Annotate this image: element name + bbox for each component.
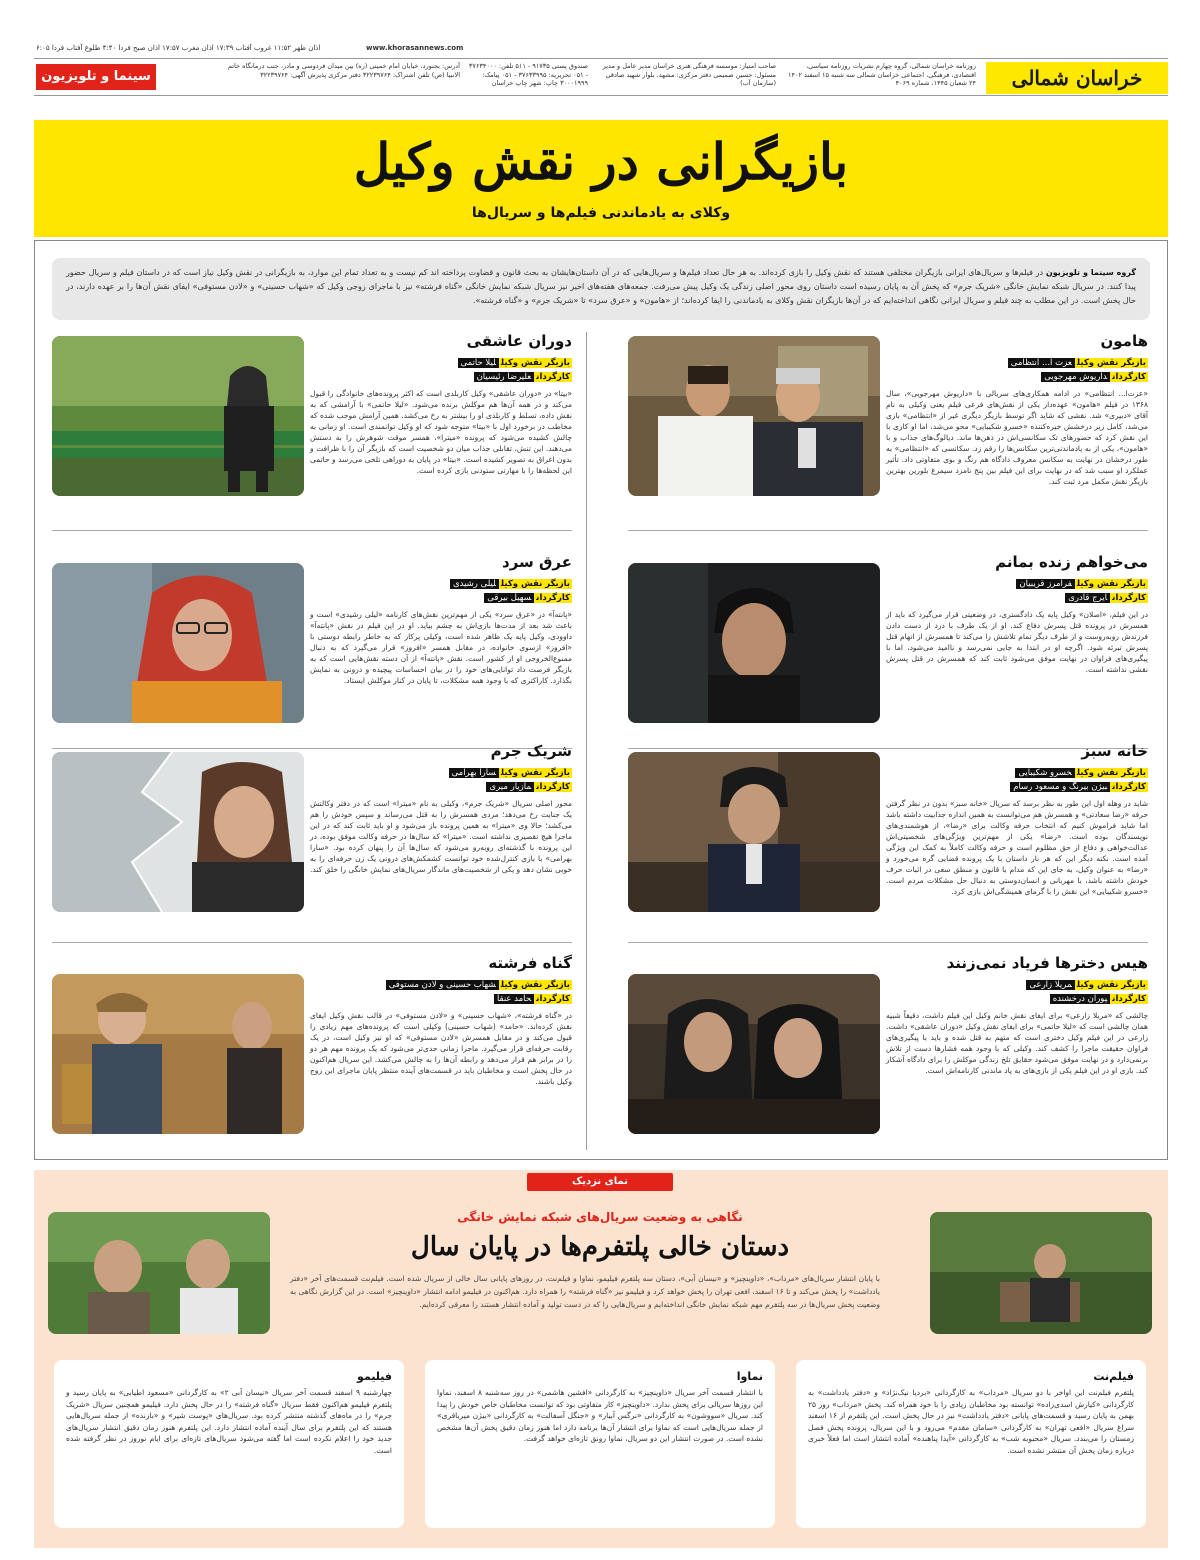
actor-name: شهاب حسینی و لادن مستوفی <box>386 980 499 990</box>
director-label: کارگردان <box>1112 593 1146 603</box>
bottom-headline: دستان خالی پلتفرم‌ها در پایان سال <box>410 1232 790 1262</box>
article-photo <box>628 974 880 1134</box>
director-name: علیرضا رئیسیان <box>474 372 535 382</box>
article-body: در «گناه فرشته»، «شهاب حسینی» و «لادن مستوفی» در قالب نقش وکیل ایفای نقش کرده‌اند. «حامد» (شهاب حسینی) وکیلی است که پرونده‌های مهم زیادی را قبول می‌کند و در مقابل همسرش «لادن مستوفی» که او نیز وکیل است، در یک رقابت حرفه‌ای قرار می‌گیرد. ماجرا زمانی جدی‌تر می‌شود که یک پرونده مهم هر دو را در برابر هم قرار می‌دهد و رابطه آن‌ها را به چالش می‌کشد. این سریال هم‌اکنون در حال پخش است و مخاطبان باید در قسمت‌های آینده منتظر پایان ماجرای این زوج وکیل باشند. <box>310 1011 572 1086</box>
article-title: هامون <box>1100 332 1148 350</box>
article-body: چالشی که «مریلا زارعی» برای ایفای نقش خانم وکیل این فیلم داشت، دقیقاً شبیه همان چالشی است که «لیلا حاتمی» برای ایفای نقش وکیل «دوران عاشقی» داشت. زارعی در این فیلم وکیل دختری است که متهم به قتل شده و باید با پیگیری‌های فراوان حقیقت ماجرا را کشف کند. وکیلی که با وجود همه فشارها دست از تلاش برنمی‌دارد و در نهایت موفق می‌شود حقایق تلخ زندگی موکلش را برای دادگاه آشکار کند. بازی او در این فیلم یکی از بازی‌های به یاد ماندنی کارنامه‌اش است. <box>886 1011 1148 1075</box>
director-name: مازیار میری <box>486 782 534 792</box>
masthead-issue-info: روزنامه خراسان شمالی، گروه چهارم نشریات روزنامه سیاسی، اقتصادی، فرهنگی، اجتماعی خراسان شمالی سه شنبه ۱۵ اسفند ۱۴۰۲ ۲۴ شعبان ۱۴۴۵، شماره ۴۰۶۹ <box>787 62 976 87</box>
article-body: «پانته‌آ» در «عرق سرد» یکی از مهم‌ترین نقش‌های کارنامه «لیلی رشیدی» است و باعث شد بعد از مدت‌ها بازی‌اش به چشم بیاید. او در این فیلم در نقش «پانته‌آ» داوودی، وکیل پایه یک ظاهر شده است، وکیلی پرکار که به خاطر رابطه دوستی با «افروز» ازسوی خانواده، در مقابل همسر «افروز» قرار می‌گیرد که به دنبال ممنوع‌الخروجی او از کشور است. نقش «پانته‌آ» از آن دسته نقش‌هایی است که به بازیگر فرصت داد توانایی‌های خود را در بیان احساسات پیچیده و درونی به نمایش بگذارد. کاراکتری که با وجود همه مشکلات، تا پایان در کنار موکلش ایستاد. <box>310 610 572 685</box>
platform-title: فیلیمو <box>357 1370 392 1383</box>
article-photo <box>52 752 304 912</box>
director-name: ایرج قادری <box>1065 593 1110 603</box>
masthead-office-info: آدرس: بجنورد، خیابان امام خمینی (ره) بین میدان فردوسی و مادر، جنب درمانگاه خاتم الانبیا (ص) تلفن اشتراک: ۳۲۲۳۹۷۶۴ دفتر مرکزی پذیرش آگهی: ۳۲۲۳۹۷۶۴ <box>227 62 460 79</box>
platform-filmnet <box>796 1360 1146 1528</box>
article-photo <box>628 752 880 912</box>
article-credits <box>886 766 1148 794</box>
masthead-publisher-info: صاحب امتیاز: موسسه فرهنگی هنری خراسان مدیر عامل و مدیر مسئول: حسین صمیمی دفتر مرکزی: مشهد، بلوار شهید صادقی (سازمان آب) <box>602 62 776 87</box>
platform-title: نماوا <box>736 1370 763 1383</box>
director-name: بیژن بیرنگ و مسعود رسام <box>1010 782 1110 792</box>
article-title: خانه سبز <box>1081 742 1148 760</box>
photo-woman-bench <box>52 336 304 496</box>
article-separator <box>628 530 1148 531</box>
photo-seated-man <box>930 1212 1152 1334</box>
article-photo <box>52 974 304 1134</box>
platform-text: با انتشار قسمت آخر سریال «داوینچیز» به کارگردانی «افشین هاشمی» در روز سه‌شنبه ۸ اسفند، نماوا این روزها سریالی برای پخش ندارد. «داوینچیز» کار متفاوتی بود که توانست مخاطبان خاص خودش را پیدا کند. سریال «سووشون» به کارگردانی «نرگس آبیار» و «جنگل آسفالت» به کارگردانی «بیژن میرباقری» از جمله سریال‌هایی است که نماوا برای انتشار آن‌ها برنامه دارد اما هنوز زمان دقیق پخش آن‌ها مشخص نشده است. در صورت انتشار این دو سریال، نماوا رونق تازه‌ای خواهد گرفت. <box>437 1388 763 1443</box>
article-separator <box>628 748 1148 749</box>
director-label: کارگردان <box>1112 782 1146 792</box>
bottom-photo-left <box>48 1212 270 1334</box>
director-label: کارگردان <box>536 782 570 792</box>
column-divider <box>586 332 587 1150</box>
photo-man-suit <box>628 752 880 912</box>
prayer-times: اذان ظهر ۱۱:۵۲ غروب آفتاب ۱۷:۳۹ اذان مغرب ۱۷:۵۷ اذان صبح فردا ۴:۴۰ طلوع آفتاب فردا ۶:۰۵ <box>36 44 321 52</box>
photo-two-actors-garden <box>48 1212 270 1334</box>
bottom-intro: با پایان انتشار سریال‌های «مرداب»، «داوینچیز» و «نیسان آبی»، دستان سه پلتفرم فیلیمو، نماوا و فیلم‌نت، در روزهای پایانی سال خالی از سریال شده است. فیلم‌نت قسمت‌های آخر «دفتر یادداشت» را پخش می‌کند و تا ۱۶ اسفند، افعی تهران را پخش خواهد کرد و فیلیمو نیز «گناه فرشته» را همراه دارد. هم‌اکنون در فیلیمو ادامه انتشار «داوینچیز» است. در این گزارش نگاهی به وضعیت پخش سریال‌ها در سه پلتفرم مهم شبکه نمایش خانگی انداخته‌ایم و سریال‌هایی را که در دست تولید و آماده انتشار هستند را معرفی کرده‌ایم. <box>290 1274 880 1309</box>
sub-headline: وکلای به یادماندنی فیلم‌ها و سریال‌ها <box>471 205 731 221</box>
bottom-kicker: نگاهی به وضعیت سریال‌های شبکه نمایش خانگی <box>457 1210 743 1224</box>
platform-namava <box>425 1360 775 1528</box>
article-credits <box>886 978 1148 1006</box>
director-label: کارگردان <box>1112 994 1146 1004</box>
article-body: «بیتا» در «دوران عاشقی» وکیل کاربلدی است که اکثر پرونده‌های خانوادگی را قبول می‌کند و در همه آن‌ها هم موکلش برنده می‌شود. «لیلا حاتمی» با آرامشی که به نقش داده، تسلط و کاربلدی او را بیشتر به رخ می‌کشد. همین آرامش موجب شده که مخاطب در برخورد اول با «بیتا» متوجه شود که او وکیل توانمندی است. او زمانی به چالش کشیده می‌شود که پرونده «میترا»، همسر موقت شوهرش را به دستش می‌دهند. این تنش، تقابلی جذاب میان دو شخصیت است که بازیگر آن را با ظرافت و بدون اغراق به تصویر کشیده است. «بیتا» در پایان به دوراهی تلخی می‌رسد و حاتمی این لحظه‌ها را با مهارتی ستودنی بازی کرده است. <box>310 389 572 475</box>
actor-label: بازیگر نقش وکیل <box>1076 358 1146 368</box>
photo-two-men <box>628 336 880 496</box>
article-credits <box>310 356 572 384</box>
article-credits <box>310 577 572 605</box>
article-separator <box>52 942 572 943</box>
actor-label: بازیگر نقش وکیل <box>500 579 570 589</box>
photo-woman-broken-glass <box>52 752 304 912</box>
actor-name: عزت ا... انتظامی <box>1008 358 1075 368</box>
article-title: عرق سرد <box>502 553 572 571</box>
article-body: محور اصلی سریال «شریک جرم»، وکیلی به نام «میترا» است که در دفتر وکالتش یک جنایت رخ می‌دهد؛ مردی همسرش را به قتل می‌رساند و سپس خودش را هم می‌کشد؛ حالا وی «میترا» به همین پرونده باز می‌شود و او باید ثابت کند که در این ماجرا هیچ تقصیری نداشته است. «میترا» که سال‌ها در حرفه وکالت موفق بوده، در این پرونده با گذشته‌ای روبه‌رو می‌شود که سال‌ها آن را پنهان کرده بود. «سارا بهرامی» با بازی کنترل‌شده خود توانست کشمکش‌های درونی یک زن حرفه‌ای را به خوبی نشان دهد و یکی از شخصیت‌های ماندگار سریال‌های نمایش خانگی را خلق کند. <box>310 799 572 874</box>
platform-title: فیلم‌نت <box>1093 1370 1134 1383</box>
director-name: پوران درخشنده <box>1050 994 1111 1004</box>
actor-label: بازیگر نقش وکیل <box>1076 579 1146 589</box>
actor-name: مریلا زارعی <box>1026 980 1074 990</box>
actor-label: بازیگر نقش وکیل <box>500 980 570 990</box>
article-title: می‌خواهم زنده بمانم <box>995 553 1148 571</box>
headline-banner <box>34 120 1168 237</box>
actor-name: سارا بهرامی <box>449 768 499 778</box>
article-title: هیس دخترها فریاد نمی‌زنند <box>946 954 1148 972</box>
masthead-contact-info: صندوق پستی ۹۱۷۳۵ - ۵۱۱ تلفن: ۳۷۶۳۴۰۰۰ - ۰۵۱ تحریریه: ۳۷۶۳۳۹۹۵ - ۰۵۱ پیامک: ۳۰۰۰۱۹۹۹ چاپ: شهر چاپ خراسان <box>468 62 588 87</box>
actor-label: بازیگر نقش وکیل <box>500 358 570 368</box>
article-body: شاید در وهله اول این طور به نظر برسد که سریال «خانه سبز» بدون در نظر گرفتن حرفه «رضا سعادتی» و همسرش هم می‌توانست به همین اندازه جذابیت داشته باشد اما شاید فراموش کنیم که انتخاب حرفه وکالت برای «رضا»، از هوشمندی‌های نویسندگان بوده است. «رضا» یکی از مهم‌ترین ویژگی‌های شخصیتی‌اش عدالت‌خواهی و دفاع از حق مظلوم است و حرفه وکالت کاملاً به کمک این ویژگی آمده است. نکته دیگر این که هر بار داستان با یک پرونده قضایی گره می‌خورد و «رضا» به عنوان وکیل، به جای این که مدام با قانون و منطق سعی در اثبات حرف خودش داشته باشد، با مهربانی و انسان‌دوستی به دنبال حل مشکلات مردم است. «خسرو شکیبایی» این نقش را با گرمای همیشگی‌اش بازی کرد. <box>886 799 1148 896</box>
director-name: داریوش مهرجویی <box>1041 372 1110 382</box>
intro-text: در فیلم‌ها و سریال‌های ایرانی بازیگران مختلفی هستند که نقش وکیل را بازی کرده‌اند. به هر حال تعداد فیلم‌ها و سریال‌هایی که در آن داستان‌هایشان به بحث قانون و قضاوت پرداخته اند کم نیست و به تعداد تمام این موارد، به بازیگرانی در نقش وکیل نیاز است که در داستان فیلم و سریال حضور پیدا کنند. در سریال شبکه نمایش خانگی «شریک جرم» که پخش آن به پایان رسیده است داستان روی محور اصلی زندگی یک وکیل پیش می‌رفت. جمعه‌های هفته‌های اخیر نیز سریال شبکه نمایش خانگی «گناه فرشته» نیز با ماجرای زوجی وکیل که «شهاب حسینی» و «لادن مستوفی» ایفای نقش آن‌ها را بر عهده دارند، در حال پخش است. در این مطلب به چند فیلم و سریال ایرانی نگاهی انداخته‌ایم که در آن‌ها بازیگران نقش وکلای به یادماندنی را ایفا کرده‌اند؛ از «هامون» و «عرق سرد» تا «شریک جرم» و «گناه فرشته». <box>66 268 1136 305</box>
article-body: در این فیلم، «اصلان» وکیل پایه یک دادگستری، در وضعیتی قرار می‌گیرد که باید از همسرش در پرونده قتل پسرش دفاع کند. او از یک طرف با درد از دست دادن فرزندش روبه‌روست و از طرف دیگر تمام تلاشش را می‌کند تا همسرش از اتهام قتل پسرش تبرئه شود. اگرچه او در ابتدا به جایی نمی‌رسد و ناامید می‌شود، اما با پیگیری‌های فراوان در نهایت موفق می‌شود ثابت کند که همسرش در قتل پسرش نقشی نداشته است. <box>886 610 1148 674</box>
closeup-label: نمای نزدیک <box>527 1173 673 1191</box>
photo-woman-scarf <box>52 563 304 723</box>
website-url[interactable]: www.khorasannews.com <box>366 44 464 52</box>
article-title: شریک جرم <box>490 742 572 760</box>
bottom-photo-right <box>930 1212 1152 1334</box>
article-separator <box>628 942 1148 943</box>
actor-label: بازیگر نقش وکیل <box>1076 768 1146 778</box>
director-label: کارگردان <box>536 372 570 382</box>
actor-label: بازیگر نقش وکیل <box>1076 980 1146 990</box>
photo-two-men-room <box>52 974 304 1134</box>
photo-man-dark <box>628 563 880 723</box>
actor-name: لیلا حاتمی <box>458 358 499 368</box>
platform-text: پلتفرم فیلم‌نت این اواخر با دو سریال «مرداب» به کارگردانی «بردیا نیک‌نژاد» و «دفتر یادداشت» به کارگردانی «کیارش اسدی‌زاده» توانسته بود مخاطبان زیادی را با خود همراه کند. پخش «مرداب» روز ۲۵ بهمن به پایان رسید و قسمت‌های پایانی «دفتر یادداشت» نیز در حال پخش است. این پلتفرم از ۱۶ اسفند سراغ سریال «افعی تهران» به کارگردانی «سامان مقدم» می‌رود و با این سریال، پرونده پخش فصل زمستان را می‌بندد. سریال «محبوبه شب» به کارگردانی «آیدا پناهنده» آماده انتشار است اما فعلاً خبری درباره زمان پخش آن منتشر نشده است. <box>808 1388 1134 1455</box>
article-credits <box>886 577 1148 605</box>
intro-lead: گروه سینما و تلویزیون <box>1045 268 1137 277</box>
main-headline: بازیگرانی در نقش وکیل <box>353 132 849 191</box>
actor-name: فرامرز قریبیان <box>1016 579 1074 589</box>
article-title: دوران عاشقی <box>466 332 572 350</box>
article-title: گناه فرشته <box>488 954 572 972</box>
intro-box <box>52 258 1150 320</box>
masthead <box>34 58 1168 96</box>
director-name: سهیل بیرقی <box>484 593 534 603</box>
actor-name: خسرو شکیبایی <box>1015 768 1075 778</box>
platform-filimo <box>54 1360 404 1528</box>
section-label: سینما و تلویزیون <box>36 64 156 90</box>
top-info-line <box>36 44 1168 57</box>
platform-text: چهارشنبه ۹ اسفند قسمت آخر سریال «نیسان آبی ۲» به کارگردانی «مسعود اطیابی» به پایان رسید و پلتفرم فیلیمو هم‌اکنون فقط سریال «گناه فرشته» را در حال پخش دارد. فیلیمو همچنین سریال «شریک جرم» را در ماه‌های گذشته منتشر کرده بود. سریال‌های «پوست شیر» و «بازنده» از جمله سریال‌هایی هستند که این پلتفرم برای سال آینده آماده انتشار دارد. این پلتفرم هنوز زمان دقیق انتشار سریال‌های جدید خود را اعلام نکرده است اما گفته می‌شود سریال‌های تازه‌ای برای ایام نوروز در نظر گرفته شده است. <box>66 1388 392 1455</box>
article-credits <box>886 356 1148 384</box>
article-photo <box>52 563 304 723</box>
actor-name: لیلی رشیدی <box>450 579 499 589</box>
article-photo <box>628 563 880 723</box>
article-photo <box>628 336 880 496</box>
article-credits <box>310 766 572 794</box>
article-separator <box>52 530 572 531</box>
article-photo <box>52 336 304 496</box>
actor-label: بازیگر نقش وکیل <box>500 768 570 778</box>
article-credits <box>310 978 572 1006</box>
director-label: کارگردان <box>536 593 570 603</box>
photo-two-women-court <box>628 974 880 1134</box>
newspaper-logo: خراسان شمالی <box>986 62 1168 94</box>
director-label: کارگردان <box>536 994 570 1004</box>
director-label: کارگردان <box>1112 372 1146 382</box>
director-name: حامد عنقا <box>494 994 534 1004</box>
article-body: «عزت‌ا... انتظامی» در ادامه همکاری‌های سریالی با «داریوش مهرجویی»، سال ۱۳۶۸ در فیلم «هامون» عهده‌دار یکی از نقش‌های فرعی فیلم یعنی وکیلی به نام آقای «دبیری» شد. نقشی که شاید اگر توسط بازیگر دیگری غیر از «انتظامی» بازی می‌شد، کامل زیر درخشش خیره‌کننده «خسرو شکیبایی» محو می‌شد، اما او کاری با این نقش کرد که حضورهای تک سکانسی‌اش در ذهن‌ها ماند. دیالوگ‌های جذاب و با «هامون»، یکی از به یادماندنی‌ترین سکانس‌ها را رقم زد. سکانسی که «انتظامی» به طور درخشان در نهایت به سکانس معروف دادگاه هم رنگ و بوی متفاوتی داد. تأثیر عملکرد او سبب شد که در نهایت برای این فیلم بین پنج نامزد سیمرغ بلورین بهترین بازیگر نقش مکمل مرد ثبت کند. <box>886 389 1148 486</box>
